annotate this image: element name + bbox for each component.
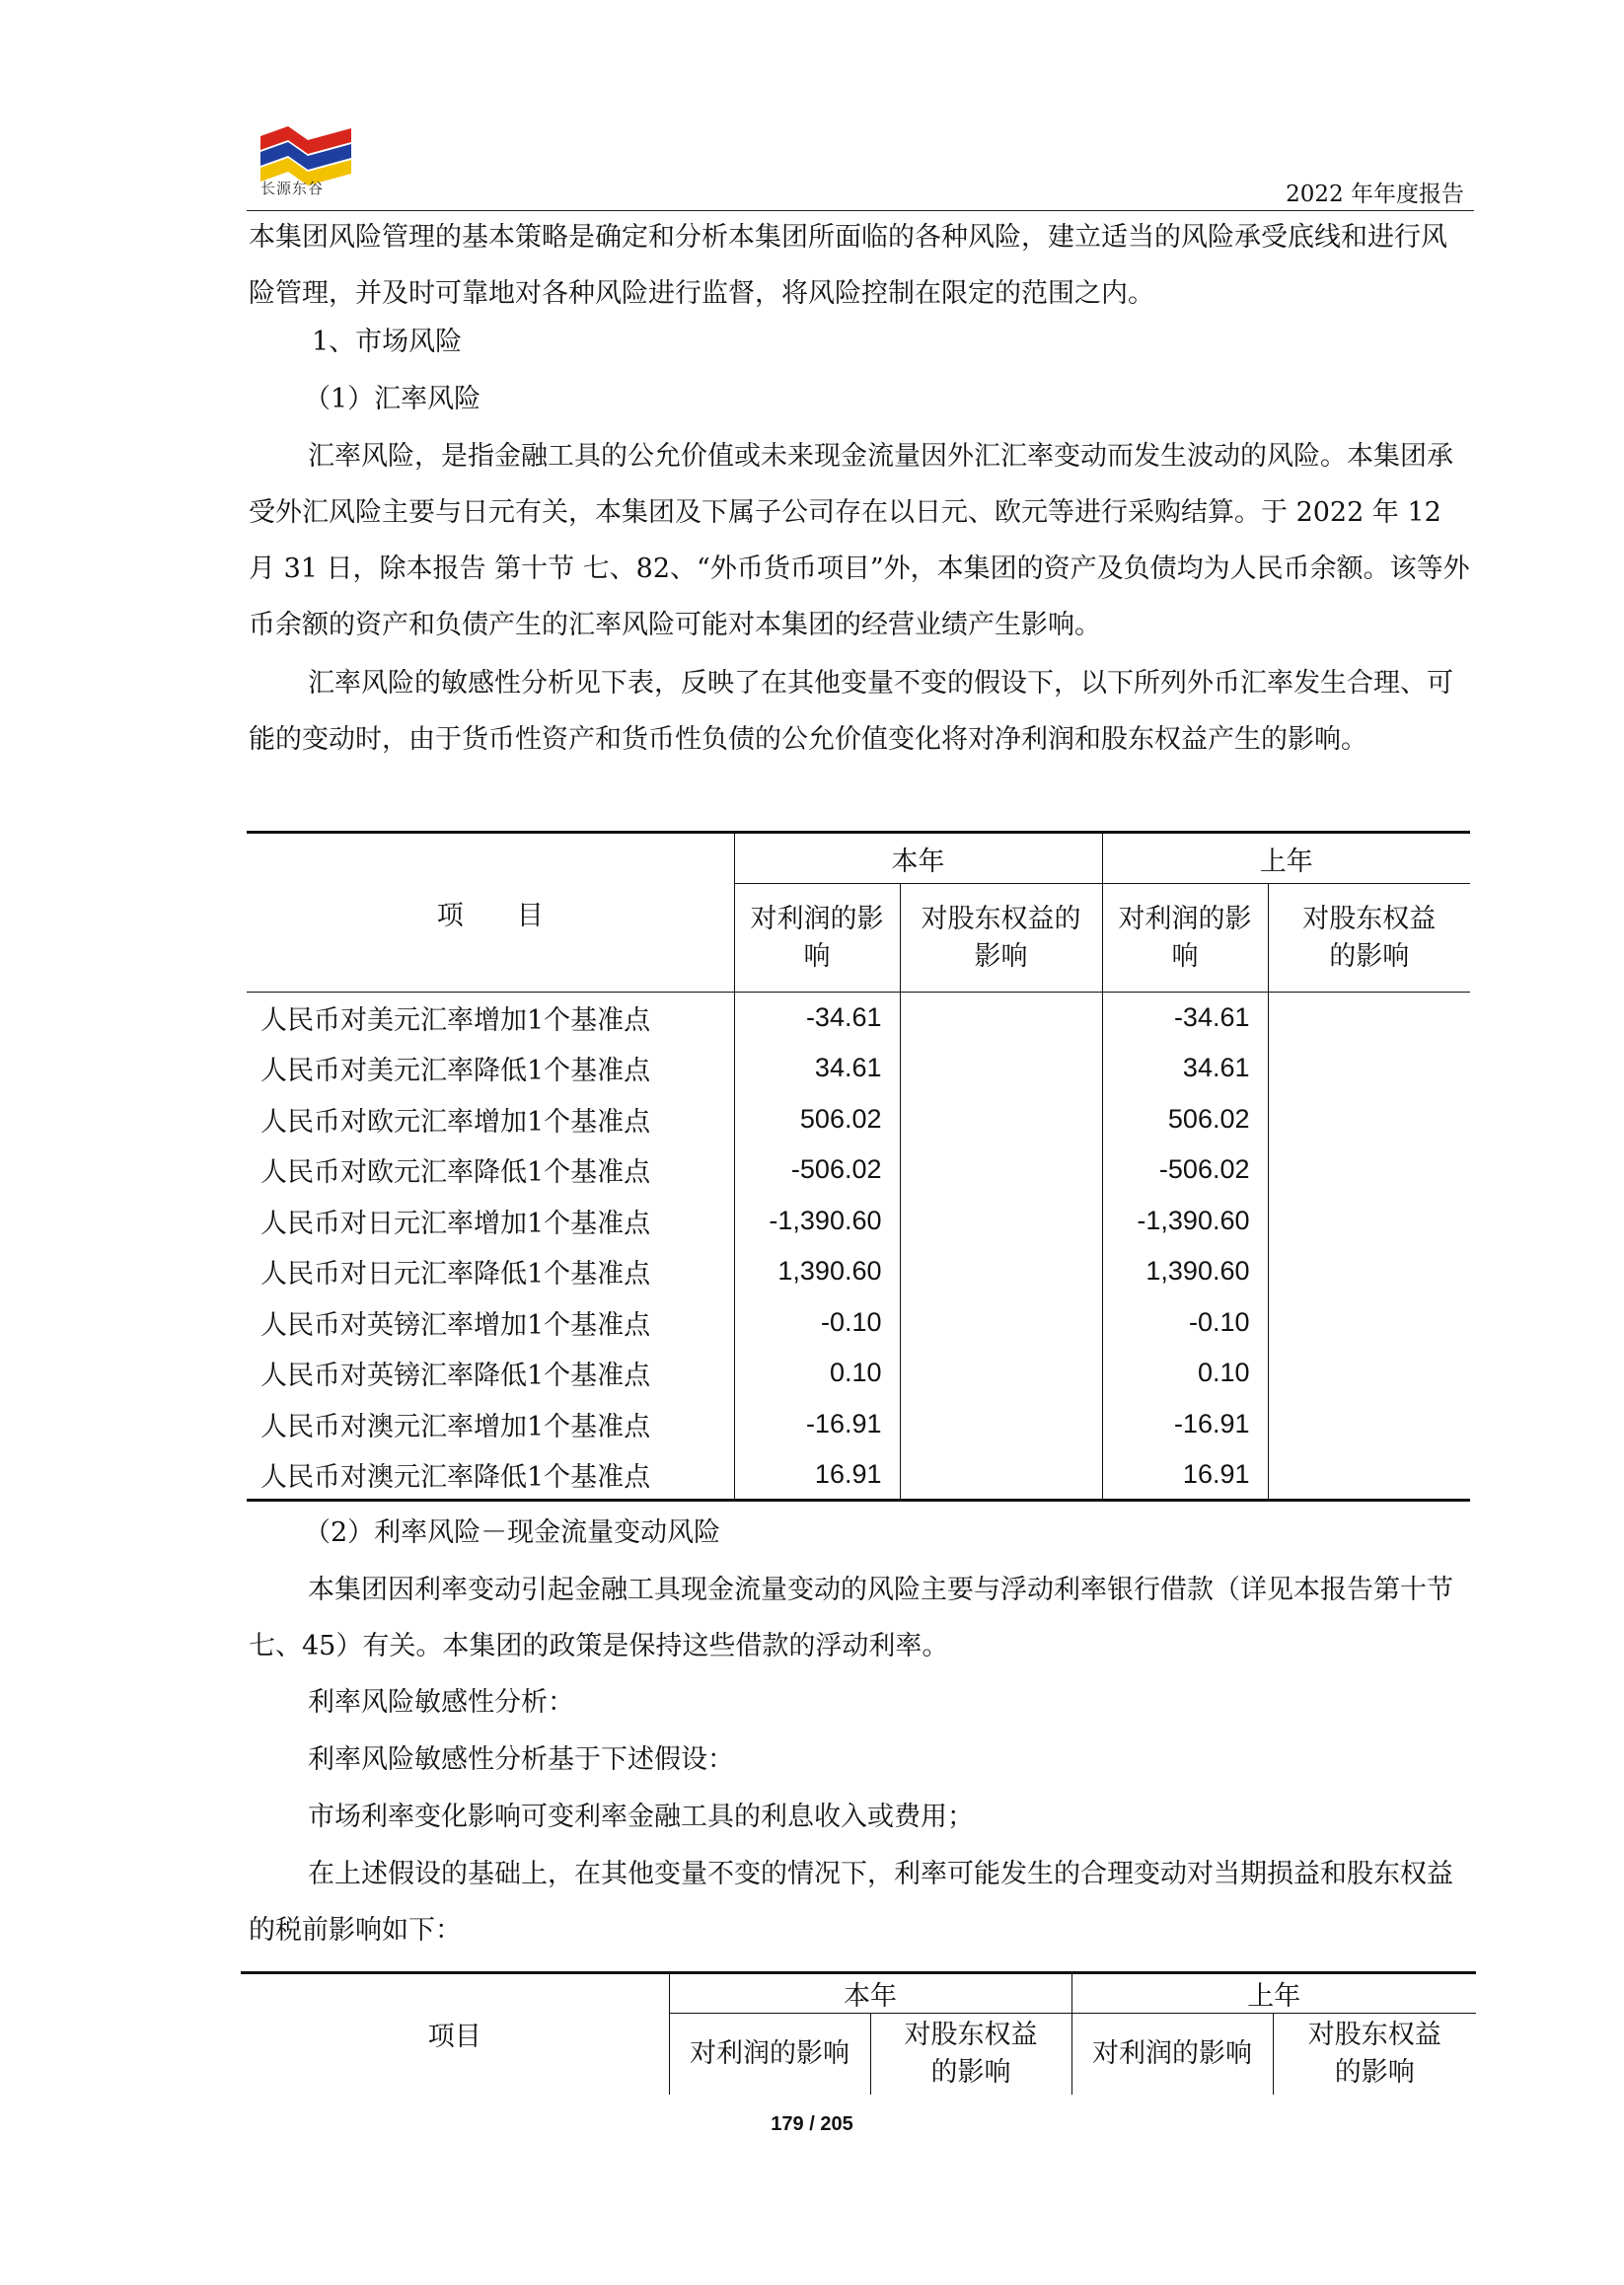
- cell-last-year-equity: [1268, 1043, 1470, 1094]
- row-label: 人民币对日元汇率增加1个基准点: [247, 1196, 734, 1247]
- cell-last-year-profit: 16.91: [1102, 1449, 1268, 1501]
- heading-fx-risk: （1）汇率风险: [304, 384, 481, 414]
- row-label: 人民币对英镑汇率降低1个基准点: [247, 1348, 734, 1399]
- table-row: [247, 1094, 1470, 1145]
- paragraph-rate-impact: 在上述假设的基础上，在其他变量不变的情况下，利率可能发生的合理变动对当期损益和股东权益的税前影响如下：: [249, 1859, 1453, 1946]
- table-row: [247, 1399, 1470, 1450]
- cell-last-year-profit: 1,390.60: [1102, 1246, 1268, 1297]
- table-row: [247, 1144, 1470, 1196]
- cell-last-year-profit: -34.61: [1102, 993, 1268, 1044]
- cell-this-year-profit: 34.61: [734, 1043, 900, 1094]
- paragraph-interest-rate-risk: 本集团因利率变动引起金融工具现金流量变动的风险主要与浮动利率银行借款（详见本报告第十节 七、45）有关。本集团的政策是保持这些借款的浮动利率。: [249, 1575, 1453, 1661]
- cell-this-year-equity: [900, 993, 1102, 1044]
- paragraph-rate-assumption-1: 市场利率变化影响可变利率金融工具的利息收入或费用；: [308, 1802, 974, 1832]
- table-row: [247, 1246, 1470, 1297]
- cell-this-year-equity: [900, 1246, 1102, 1297]
- report-title: 2022 年年度报告: [1286, 182, 1464, 207]
- table-row: [247, 1348, 1470, 1399]
- paragraph-risk-strategy: 本集团风险管理的基本策略是确定和分析本集团所面临的各种风险，建立适当的风险承受底线和进行风险管理，并及时可靠地对各种风险进行监督，将风险控制在限定的范围之内。: [249, 222, 1447, 309]
- row-label: 人民币对欧元汇率增加1个基准点: [247, 1094, 734, 1145]
- cell-last-year-profit: -1,390.60: [1102, 1196, 1268, 1247]
- cell-last-year-profit: 506.02: [1102, 1094, 1268, 1145]
- column-header-profit-impact: 对利润的影响: [1102, 884, 1268, 993]
- cell-last-year-equity: [1268, 993, 1470, 1044]
- table-row: [247, 1449, 1470, 1501]
- column-header-last-year: 上年: [1102, 833, 1470, 884]
- cell-last-year-profit: 0.10: [1102, 1348, 1268, 1399]
- rate-sensitivity-table: [241, 1971, 1476, 2095]
- row-label: 人民币对日元汇率降低1个基准点: [247, 1246, 734, 1297]
- cell-last-year-equity: [1268, 1399, 1470, 1450]
- column-header-this-year: 本年: [734, 833, 1102, 884]
- column-header-equity-impact: 对股东权益的影响: [870, 2014, 1071, 2095]
- column-header-this-year: 本年: [669, 1973, 1071, 2014]
- row-label: 人民币对欧元汇率降低1个基准点: [247, 1144, 734, 1196]
- paragraph-fx-sensitivity: 汇率风险的敏感性分析见下表，反映了在其他变量不变的假设下，以下所列外币汇率发生合理、可能的变动时，由于货币性资产和货币性负债的公允价值变化将对净利润和股东权益产生的影响。: [249, 668, 1453, 755]
- column-header-equity-impact: 对股东权益的影响: [900, 884, 1102, 993]
- heading-interest-rate-risk: （2）利率风险－现金流量变动风险: [304, 1517, 721, 1548]
- row-label: 人民币对澳元汇率降低1个基准点: [247, 1449, 734, 1501]
- table-row: [247, 1196, 1470, 1247]
- cell-this-year-profit: -34.61: [734, 993, 900, 1044]
- cell-last-year-equity: [1268, 1196, 1470, 1247]
- page-number: 179 / 205: [771, 2113, 853, 2135]
- table-row: [247, 1297, 1470, 1349]
- row-label: 人民币对美元汇率增加1个基准点: [247, 993, 734, 1044]
- cell-last-year-profit: -506.02: [1102, 1144, 1268, 1196]
- cell-last-year-profit: 34.61: [1102, 1043, 1268, 1094]
- cell-this-year-equity: [900, 1449, 1102, 1501]
- cell-this-year-profit: -16.91: [734, 1399, 900, 1450]
- heading-market-risk: 1、市场风险: [312, 327, 463, 357]
- cell-last-year-equity: [1268, 1297, 1470, 1349]
- cell-this-year-equity: [900, 1297, 1102, 1349]
- cell-this-year-profit: -506.02: [734, 1144, 900, 1196]
- paragraph-fx-risk: 汇率风险，是指金融工具的公允价值或未来现金流量因外汇汇率变动而发生波动的风险。本集团承受外汇风险主要与日元有关，本集团及下属子公司存在以日元、欧元等进行采购结算。于 2022 年 12 月 31 日，除本报告 第十节 七、82、“外币货币项目”外，本集团的资产及负债均为人民币余额。该等外币余额的资产和负债产生的汇率风险可能对本集团的经营业绩产生影响。: [249, 441, 1470, 640]
- row-label: 人民币对美元汇率降低1个基准点: [247, 1043, 734, 1094]
- cell-this-year-profit: -0.10: [734, 1297, 900, 1349]
- cell-last-year-profit: -0.10: [1102, 1297, 1268, 1349]
- table-row: [247, 993, 1470, 1044]
- cell-this-year-profit: 16.91: [734, 1449, 900, 1501]
- column-header-equity-impact: 对股东权益的影响: [1268, 884, 1470, 993]
- row-label: 人民币对英镑汇率增加1个基准点: [247, 1297, 734, 1349]
- table-row: [247, 1043, 1470, 1094]
- cell-this-year-equity: [900, 1399, 1102, 1450]
- paragraph-rate-sensitivity-title: 利率风险敏感性分析：: [308, 1687, 574, 1718]
- fx-sensitivity-table: [247, 831, 1470, 1502]
- cell-last-year-equity: [1268, 1246, 1470, 1297]
- column-header-item: 项 目: [247, 833, 734, 993]
- column-header-equity-impact: 对股东权益的影响: [1307, 2019, 1441, 2088]
- column-header-profit-impact: 对利润的影响: [734, 884, 900, 993]
- cell-last-year-equity: [1268, 1348, 1470, 1399]
- cell-last-year-equity: [1268, 1144, 1470, 1196]
- cell-this-year-profit: 1,390.60: [734, 1246, 900, 1297]
- cell-this-year-equity: [900, 1348, 1102, 1399]
- cell-last-year-profit: -16.91: [1102, 1399, 1268, 1450]
- column-header-last-year: 上年: [1071, 1973, 1476, 2014]
- column-header-item: 项目: [241, 1973, 669, 2095]
- cell-this-year-profit: 0.10: [734, 1348, 900, 1399]
- logo-text: 长源东谷: [260, 180, 325, 197]
- cell-last-year-equity: [1268, 1449, 1470, 1501]
- cell-this-year-equity: [900, 1196, 1102, 1247]
- row-label: 人民币对澳元汇率增加1个基准点: [247, 1399, 734, 1450]
- column-header-profit-impact: 对利润的影响: [1071, 2014, 1273, 2095]
- cell-this-year-profit: 506.02: [734, 1094, 900, 1145]
- cell-this-year-equity: [900, 1144, 1102, 1196]
- column-header-profit-impact: 对利润的影响: [669, 2014, 870, 2095]
- cell-this-year-equity: [900, 1094, 1102, 1145]
- cell-last-year-equity: [1268, 1094, 1470, 1145]
- cell-this-year-equity: [900, 1043, 1102, 1094]
- paragraph-rate-assumptions: 利率风险敏感性分析基于下述假设：: [308, 1744, 734, 1775]
- cell-this-year-profit: -1,390.60: [734, 1196, 900, 1247]
